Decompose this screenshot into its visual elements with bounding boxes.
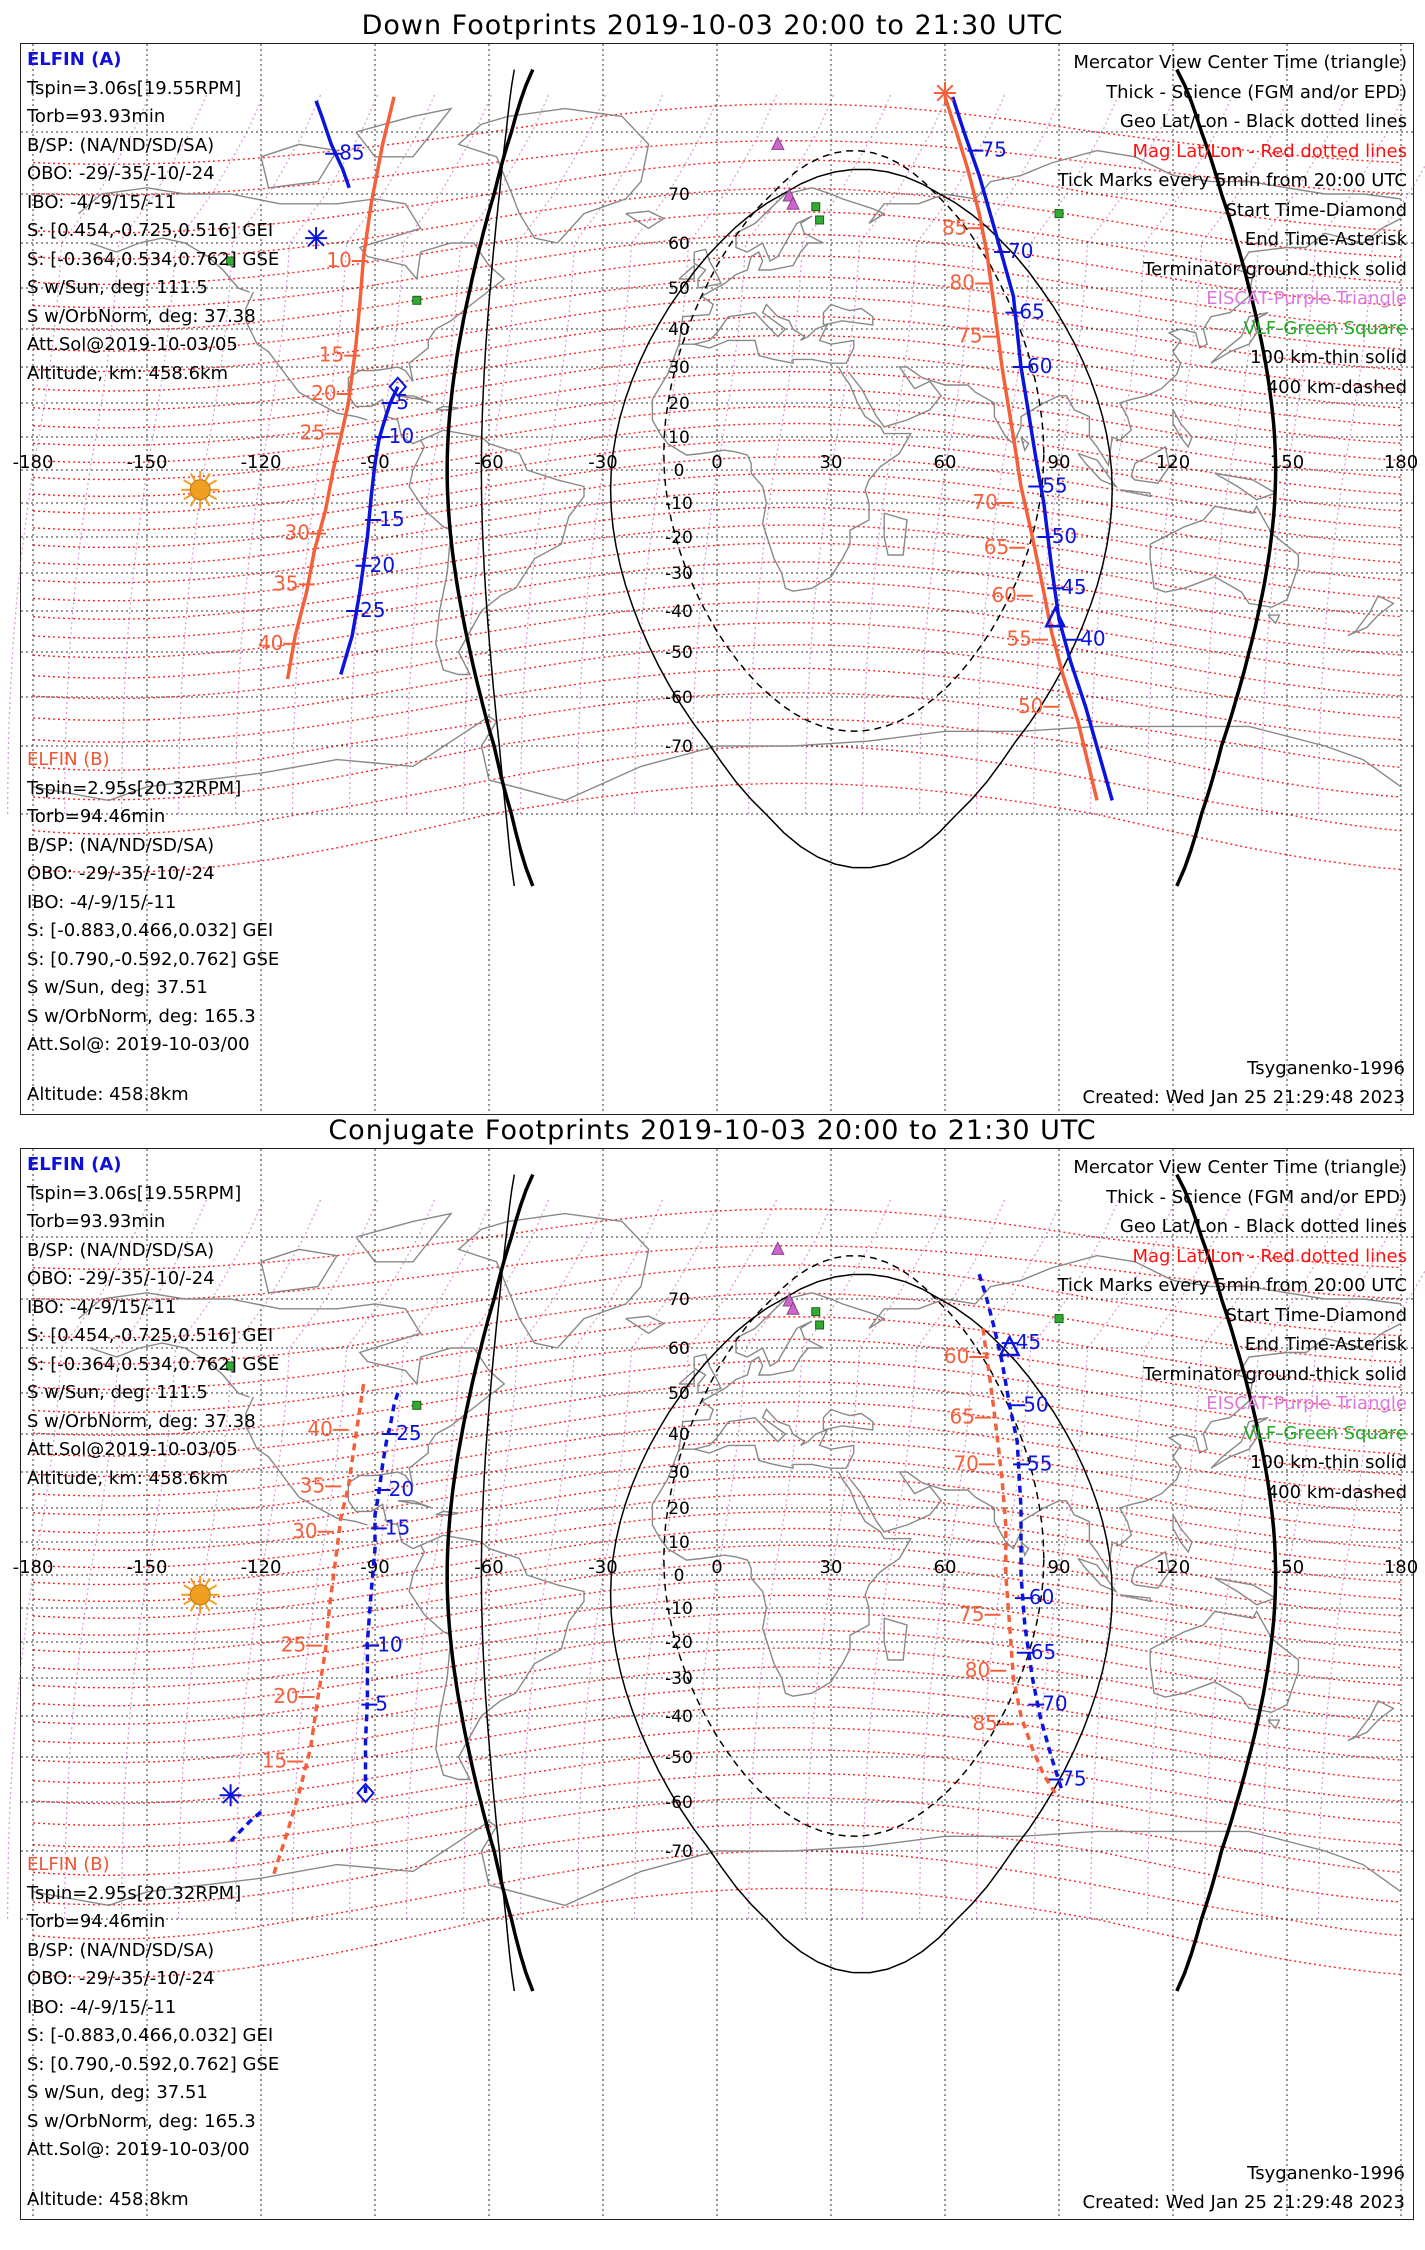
elfin-b-line: S: [-0.883,0.466,0.032] GEI: [27, 920, 274, 941]
vlf-square: [816, 216, 824, 224]
elfin-b-line: OBO: -29/-35/-10/-24: [27, 1968, 215, 1989]
lat-tick-label: -30: [665, 564, 693, 584]
track-tick-label: 50: [1017, 693, 1044, 718]
down-footprints-map[interactable]: [12, 43, 1419, 1115]
legend-item: Thick - Science (FGM and/or EPD): [1106, 1186, 1407, 1208]
lat-tick-label: 0: [673, 1566, 685, 1586]
panel-title-down: Down Footprints 2019-10-03 20:00 to 21:30 UTC: [361, 10, 1064, 41]
sun-ray: [205, 1578, 210, 1586]
elfin-a-line: OBO: -29/-35/-10/-24: [27, 163, 215, 184]
lat-tick-label: 20: [668, 1499, 690, 1519]
elfin-a-header: ELFIN (A): [27, 49, 122, 70]
track-tick-label: 75: [957, 323, 983, 348]
coastline: [1348, 596, 1394, 636]
elfin-a-line: Tspin=3.06s[19.55RPM]: [27, 1182, 242, 1204]
coastline: [884, 513, 907, 555]
vlf-square: [812, 1308, 820, 1316]
model-name: Tsyganenko-1996: [1247, 1058, 1405, 1079]
elfin-b-line: S w/Sun, deg: 37.51: [27, 2082, 208, 2103]
sun-ray: [209, 480, 217, 485]
sun-ray: [184, 1600, 192, 1605]
track-tick-label: 70: [972, 490, 998, 514]
elfin-a-line: IBO: -4/-9/15/-11: [27, 1296, 177, 1318]
sun-ray: [184, 1585, 192, 1590]
lon-tick-label: 30: [819, 1557, 843, 1578]
lat-tick-label: 60: [668, 234, 690, 254]
track-tick-label: 50: [1023, 1392, 1049, 1417]
coastline: [1150, 1611, 1298, 1712]
lon-tick-label: 0: [711, 452, 723, 473]
track-tick-label: 25: [360, 598, 386, 622]
model-name: Tsyganenko-1996: [1247, 2163, 1405, 2184]
track-tick-label: 60: [1028, 1585, 1055, 1610]
track-tick-label: 35: [273, 571, 299, 596]
lat-tick-label: -70: [665, 737, 693, 757]
track-tick-label: 65: [1030, 1639, 1057, 1664]
elfin-b-lines: [27, 1880, 279, 2165]
legend-item: VLF-Green Square: [1243, 1422, 1407, 1444]
elfin-a-line: Att.Sol@2019-10-03/05: [27, 1439, 238, 1460]
vlf-square: [413, 1401, 421, 1409]
legend-item: 100 km-thin solid: [1250, 347, 1407, 368]
track-tick-label: 10: [377, 1632, 403, 1657]
lon-tick-label: -60: [474, 1557, 504, 1578]
elfin-a-lines: [27, 75, 279, 389]
legend-item: Thick - Science (FGM and/or EPD): [1106, 81, 1407, 103]
elfin-a-line: IBO: -4/-9/15/-11: [27, 191, 177, 213]
elfin-b-header: ELFIN (B): [27, 749, 110, 770]
legend-item: Tick Marks every 5min from 20:00 UTC: [1057, 1275, 1407, 1296]
lat-tick-label: -10: [665, 494, 693, 514]
legend-item: End Time-Asterisk: [1244, 1334, 1407, 1355]
mag-lat-line: [33, 1595, 1401, 1670]
lon-tick-label: -30: [588, 1557, 618, 1578]
elfin-b-line: S: [0.790,-0.592,0.762] GSE: [27, 2053, 280, 2075]
track-tick-label: 85: [941, 215, 968, 240]
sun-ray: [184, 480, 192, 485]
eiscat-triangle: [772, 1242, 784, 1254]
coastline: [652, 1472, 910, 1696]
track-tick-label: 65: [949, 1404, 975, 1429]
lon-tick-label: 90: [1047, 452, 1071, 473]
markers: [181, 82, 1064, 626]
elfin-a-line: B/SP: (NA/ND/SD/SA): [27, 134, 215, 156]
lat-tick-label: 40: [668, 1425, 690, 1445]
elfin-a-line: S: [0.454,-0.725,0.516] GEI: [27, 1325, 274, 1346]
coastline: [356, 1214, 451, 1262]
sun-ray: [191, 1603, 196, 1611]
elfin-a-line: Torb=93.93min: [27, 1211, 166, 1232]
lat-tick-label: -30: [665, 1669, 693, 1689]
sun-ray: [209, 495, 217, 500]
track-tick-label: 70: [953, 1451, 979, 1476]
track-tick-label: 55: [1042, 473, 1068, 498]
lat-tick-label: 70: [668, 1290, 690, 1310]
sun-ray: [205, 498, 210, 506]
coastline: [1348, 1701, 1394, 1741]
elfin-a-line: Altitude, km: 458.6km: [27, 1467, 229, 1489]
elfin-b-altitude: Altitude: 458.8km: [27, 2189, 189, 2210]
lat-tick-label: 0: [673, 461, 685, 481]
lat-tick-label: 40: [668, 320, 690, 340]
legend-item: Geo Lat/Lon - Black dotted lines: [1119, 1216, 1407, 1237]
track-tick-label: 55: [1006, 626, 1032, 651]
lat-tick-label: -20: [665, 528, 693, 548]
legend-item: End Time-Asterisk: [1244, 229, 1407, 250]
legend-item: Mag Lat/Lon - Red dotted lines: [1132, 140, 1407, 162]
legend-item: Mag Lat/Lon - Red dotted lines: [1132, 1245, 1407, 1267]
elfin-a-header: ELFIN (A): [27, 1154, 122, 1175]
lon-tick-label: -150: [126, 452, 168, 473]
track-tick-label: 65: [983, 534, 1010, 559]
track-tick-label: 30: [284, 520, 310, 545]
track-tick-label: 60: [943, 1344, 970, 1368]
legend-item: Mercator View Center Time (triangle): [1073, 52, 1407, 73]
lon-tick-label: 120: [1155, 1557, 1191, 1578]
elfin-a-line: B/SP: (NA/ND/SD/SA): [27, 1239, 215, 1261]
lat-tick-label: -10: [665, 1599, 693, 1619]
elfin-b-line: Torb=94.46min: [27, 1911, 166, 1932]
legend-item: Terminator ground-thick solid: [1143, 258, 1407, 280]
lon-tick-label: 150: [1269, 1557, 1305, 1578]
elfin-a-lines: [27, 1180, 279, 1494]
created-stamp: Created: Wed Jan 25 21:29:48 2023: [1082, 1087, 1405, 1108]
sun-ray: [205, 473, 210, 481]
sun-disk: [190, 1585, 210, 1605]
legend-item: Start Time-Diamond: [1225, 199, 1407, 221]
eiscat-triangle: [772, 137, 784, 149]
map-legend: [1057, 1153, 1407, 1507]
elfin-b-line: S: [-0.883,0.466,0.032] GEI: [27, 2025, 274, 2046]
map-legend: [1057, 48, 1407, 402]
elfin-a-line: S w/Sun, deg: 111.5: [27, 277, 208, 298]
elfin-a-line: S w/Sun, deg: 111.5: [27, 1382, 208, 1403]
elfin-a-line: S w/OrbNorm, deg: 37.38: [27, 305, 256, 327]
track-tick-label: 65: [1019, 299, 1045, 324]
elfin-b-line: OBO: -29/-35/-10/-24: [27, 863, 215, 884]
elfin-b-lines: [27, 775, 279, 1060]
elfin-a-line: S: [-0.364,0.534,0.762] GSE: [27, 248, 280, 270]
elfin-b-line: Att.Sol@: 2019-10-03/00: [27, 2139, 250, 2160]
track-tick-label: 50: [1051, 524, 1078, 548]
vlf-square: [812, 203, 820, 211]
coastline: [884, 1618, 907, 1660]
end-asterisk-b: [934, 82, 956, 104]
lon-tick-label: 0: [711, 1557, 723, 1578]
track-tick-label: 45: [1015, 1330, 1042, 1355]
sun-ray: [184, 495, 192, 500]
lat-tick-label: 10: [668, 428, 690, 448]
track-tick-label: 75: [959, 1601, 985, 1626]
track-tick-label: 40: [1080, 626, 1106, 651]
lon-tick-label: 120: [1155, 452, 1191, 473]
coastline: [1120, 1595, 1150, 1602]
track-tick-label: 20: [273, 1684, 299, 1708]
terminator-west: [447, 1175, 533, 1991]
lon-tick-label: -60: [474, 452, 504, 473]
lat-tick-label: -50: [665, 643, 693, 663]
lon-tick-label: -180: [12, 1557, 54, 1578]
legend-item: 400 km-dashed: [1266, 376, 1407, 398]
vlf-square: [413, 296, 421, 304]
elfin-a-info: [27, 1151, 279, 1493]
legend-item: EISCAT-Purple Triangle: [1206, 1393, 1407, 1414]
track-tick-label: 85: [339, 140, 365, 165]
track-line: [272, 1384, 363, 1878]
lon-tick-label: 180: [1383, 1557, 1419, 1578]
legend-item: Tick Marks every 5min from 20:00 UTC: [1057, 170, 1407, 191]
track-tick-label: 20: [311, 381, 337, 405]
lon-tick-label: -90: [360, 1557, 390, 1578]
track-tick-label: 45: [1061, 575, 1087, 600]
elfin-b-info: [27, 746, 279, 1060]
mag-lat-line: [33, 490, 1401, 565]
lat-tick-label: 20: [668, 394, 690, 414]
track-tick-label: 85: [972, 1711, 998, 1736]
elfin-a-line: Altitude, km: 458.6km: [27, 362, 229, 384]
track-tick-label: 10: [326, 248, 352, 272]
lon-tick-label: -90: [360, 452, 390, 473]
track-tick-label: 70: [1008, 239, 1034, 263]
elfin-b-line: S w/OrbNorm, deg: 165.3: [27, 2110, 256, 2132]
elfin-b-line: Att.Sol@: 2019-10-03/00: [27, 1034, 250, 1055]
track-tick-label: 40: [257, 630, 284, 655]
track-tick-label: 15: [379, 507, 405, 531]
track-tick-label: 20: [369, 552, 396, 577]
vlf-square: [816, 1321, 824, 1329]
lon-tick-label: -120: [240, 452, 282, 473]
track-tick-label: 75: [981, 137, 1007, 162]
conjugate-footprints-map[interactable]: [12, 1148, 1419, 2220]
lat-tick-label: 50: [668, 279, 690, 299]
track-tick-label: 60: [1027, 354, 1053, 378]
coastline: [436, 1511, 459, 1514]
track-tick-label: 25: [280, 1632, 307, 1657]
coastline: [679, 304, 854, 363]
panel-title-conjugate: Conjugate Footprints 2019-10-03 20:00 to 21:30 UTC: [328, 1115, 1097, 1146]
track-tick-label: 5: [396, 390, 409, 414]
track-tick-label: 25: [396, 1421, 422, 1445]
model-credit: [1083, 2159, 1405, 2217]
legend-item: 400 km-dashed: [1266, 1481, 1407, 1503]
elfin-a-line: OBO: -29/-35/-10/-24: [27, 1268, 215, 1289]
elfin-b-line: IBO: -4/-9/15/-11: [27, 891, 177, 913]
lon-tick-label: 90: [1047, 1557, 1071, 1578]
sun-disk: [190, 480, 210, 500]
legend-item: Mercator View Center Time (triangle): [1073, 1157, 1407, 1178]
sun-ray: [191, 498, 196, 506]
coastline: [1120, 490, 1150, 497]
legend-item: Geo Lat/Lon - Black dotted lines: [1119, 111, 1407, 132]
elfin-b-line: Torb=94.46min: [27, 806, 166, 827]
track-tick-label: 5: [375, 1691, 389, 1716]
elfin-a-line: Tspin=3.06s[19.55RPM]: [27, 77, 242, 99]
model-credit: [1083, 1054, 1405, 1112]
track-tick-label: 40: [307, 1416, 333, 1441]
elfin-a-line: S: [-0.364,0.534,0.762] GSE: [27, 1353, 280, 1375]
elfin-a-info: [27, 46, 279, 388]
elfin-b-line: Tspin=2.95s[20.32RPM]: [27, 1882, 242, 1904]
end-asterisk-a: [220, 1784, 242, 1806]
legend-item: EISCAT-Purple Triangle: [1206, 288, 1407, 309]
lat-tick-label: -50: [665, 1748, 693, 1768]
elfin-a-line: S w/OrbNorm, deg: 37.38: [27, 1410, 256, 1432]
lat-tick-label: 60: [668, 1339, 690, 1359]
elfin-b-altitude: Altitude: 458.8km: [27, 1084, 189, 1105]
lat-tick-label: -40: [665, 602, 693, 622]
elfin-b-line: S: [0.790,-0.592,0.762] GSE: [27, 948, 280, 970]
legend-item: Start Time-Diamond: [1225, 1304, 1407, 1326]
lon-tick-label: 30: [819, 452, 843, 473]
coastline: [436, 406, 459, 409]
lon-tick-label: 60: [933, 1557, 957, 1578]
lat-tick-label: 30: [668, 1463, 690, 1483]
track-line: [288, 97, 394, 679]
track-tick-label: 75: [1061, 1766, 1087, 1791]
end-asterisk-a: [305, 227, 327, 249]
lat-tick-label: -60: [665, 688, 693, 708]
track-line: [231, 1812, 261, 1841]
lon-tick-label: -150: [126, 1557, 168, 1578]
lat-tick-label: 70: [668, 185, 690, 205]
track-tick-label: 15: [261, 1748, 288, 1773]
coastline: [652, 367, 910, 591]
lon-tick-label: 180: [1383, 452, 1419, 473]
lat-tick-label: -70: [665, 1842, 693, 1862]
track-tick-label: 35: [299, 1473, 326, 1498]
lat-tick-label: -40: [665, 1707, 693, 1727]
track-tick-label: 80: [949, 270, 975, 295]
elfin-b-line: S w/Sun, deg: 37.51: [27, 977, 208, 998]
coastline: [356, 109, 451, 157]
track-tick-label: 25: [299, 420, 326, 445]
elfin-a-line: Att.Sol@2019-10-03/05: [27, 334, 238, 355]
lon-tick-label: -120: [240, 1557, 282, 1578]
lat-tick-label: -20: [665, 1633, 693, 1653]
elfin-a-line: S: [0.454,-0.725,0.516] GEI: [27, 220, 274, 241]
elfin-b-line: S w/OrbNorm, deg: 165.3: [27, 1005, 256, 1027]
track-tick-label: 15: [384, 1515, 411, 1540]
track-tick-label: 30: [292, 1518, 318, 1543]
elfin-b-line: B/SP: (NA/ND/SD/SA): [27, 1939, 215, 1961]
lat-tick-label: -60: [665, 1793, 693, 1813]
sun-ray: [209, 1585, 217, 1590]
elfin-b-header: ELFIN (B): [27, 1854, 110, 1875]
track-tick-label: 55: [1027, 1451, 1053, 1476]
lat-tick-label: 30: [668, 358, 690, 378]
track-tick-label: 15: [318, 342, 345, 367]
coastline: [679, 1409, 854, 1468]
lon-tick-label: -180: [12, 452, 54, 473]
track-tick-label: 60: [991, 582, 1017, 607]
legend-item: VLF-Green Square: [1243, 317, 1407, 339]
elfin-a-line: Torb=93.93min: [27, 106, 166, 127]
lat-tick-label: 50: [668, 1384, 690, 1404]
track-tick-label: 10: [388, 424, 415, 448]
lon-tick-label: -30: [588, 452, 618, 473]
track-tick-label: 80: [964, 1657, 991, 1682]
sun-ray: [209, 1600, 217, 1605]
lat-tick-label: 10: [668, 1533, 690, 1553]
lon-tick-label: 150: [1269, 452, 1305, 473]
lon-tick-label: 60: [933, 452, 957, 473]
legend-item: 100 km-thin solid: [1250, 1452, 1407, 1473]
elfin-b-line: IBO: -4/-9/15/-11: [27, 1996, 177, 2018]
track-tick-label: 70: [1042, 1691, 1068, 1716]
elfin-b-line: B/SP: (NA/ND/SD/SA): [27, 834, 215, 856]
legend-item: Terminator ground-thick solid: [1143, 1363, 1407, 1385]
elfin-b-line: Tspin=2.95s[20.32RPM]: [27, 777, 242, 799]
track-tick-label: 20: [388, 1477, 415, 1501]
sun-ray: [205, 1603, 210, 1611]
coastline: [1150, 506, 1298, 607]
elfin-b-info: [27, 1851, 279, 2165]
terminator-west: [447, 70, 533, 886]
created-stamp: Created: Wed Jan 25 21:29:48 2023: [1082, 2192, 1405, 2213]
footprint-tracks: [231, 1274, 1087, 1878]
